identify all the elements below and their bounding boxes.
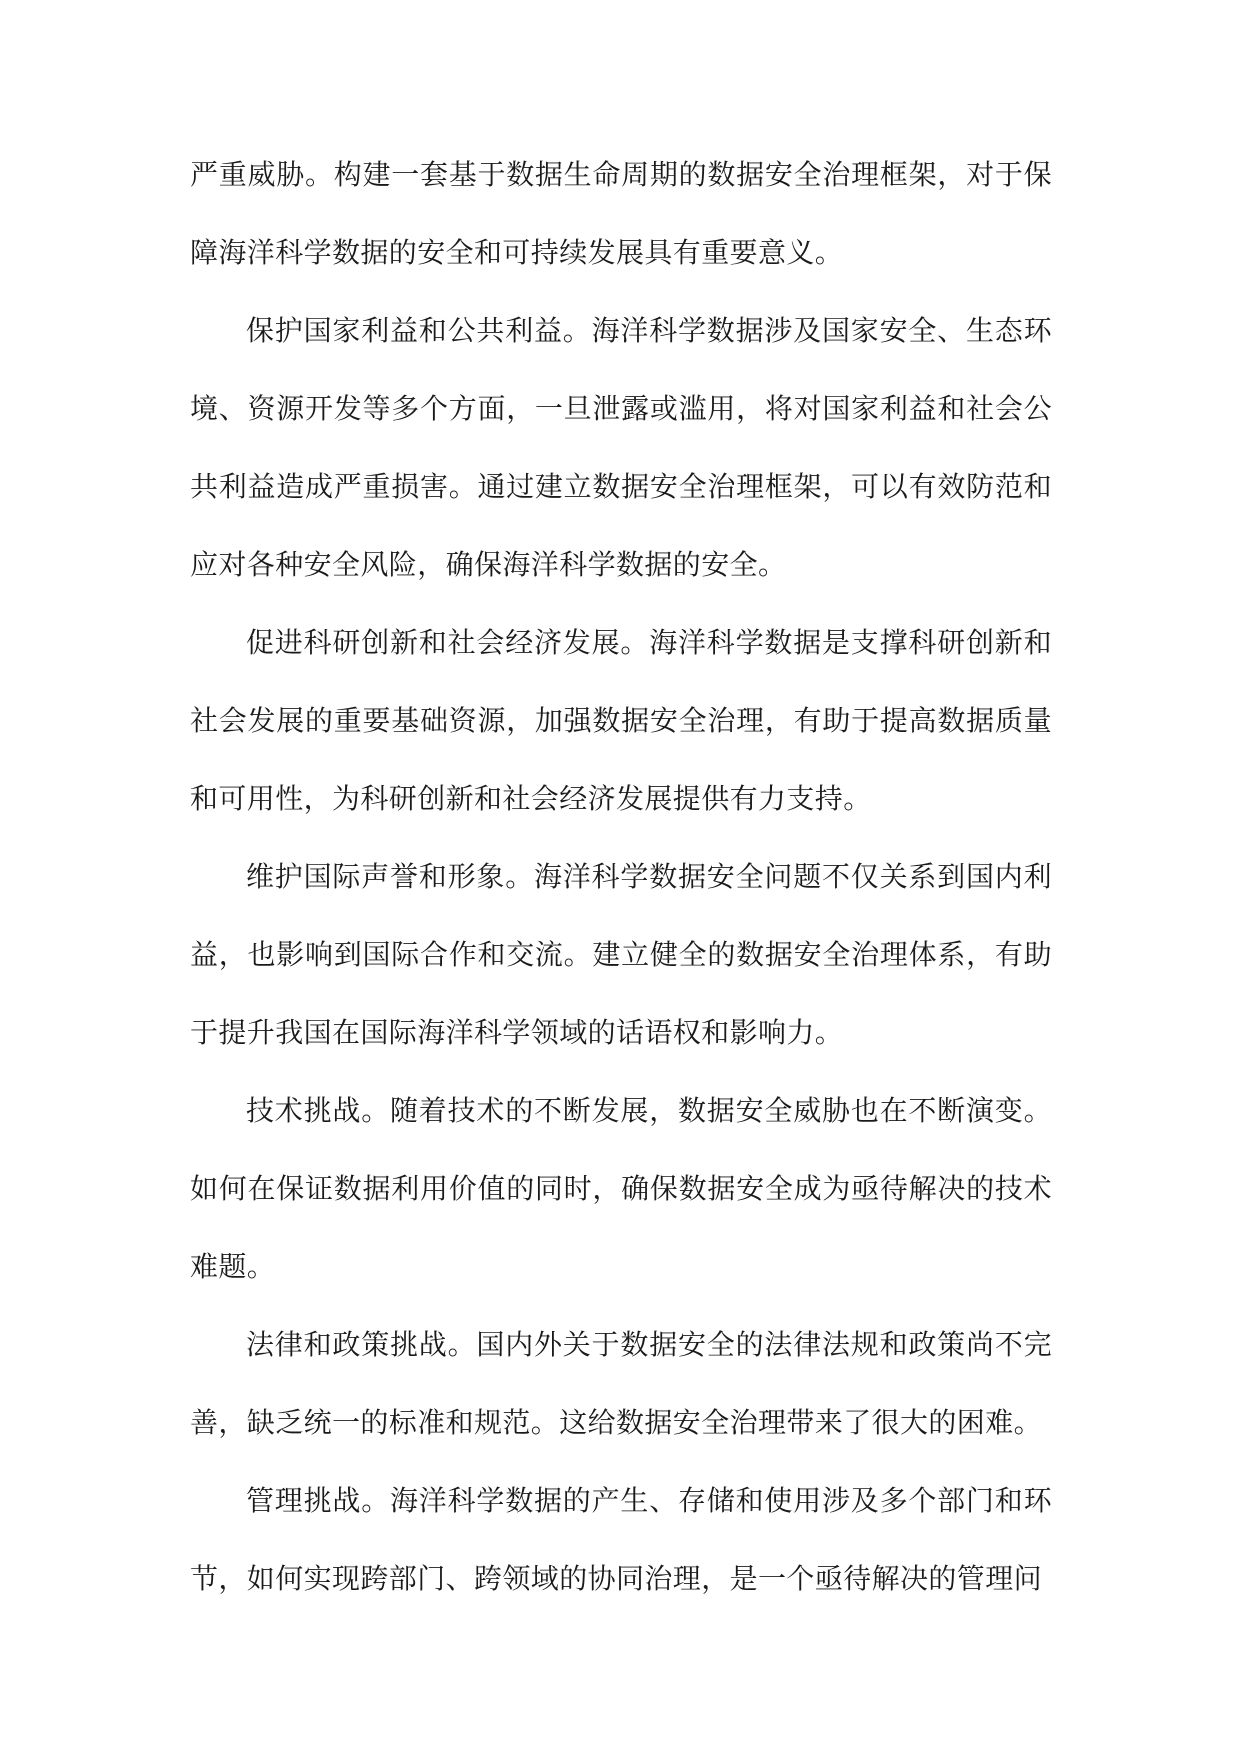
paragraph-continuation: 严重威胁。构建一套基于数据生命周期的数据安全治理框架，对于保障海洋科学数据的安全和可持续发展具有重要意义。 <box>190 158 1052 269</box>
paragraph-management-challenge: 管理挑战。海洋科学数据的产生、存储和使用涉及多个部门和环节，如何实现跨部门、跨领域的协同治理，是一个亟待解决的管理问 <box>190 1484 1052 1595</box>
paragraph-international-reputation: 维护国际声誉和形象。海洋科学数据安全问题不仅关系到国内利益，也影响到国际合作和交流。建立健全的数据安全治理体系，有助于提升我国在国际海洋科学领域的话语权和影响力。 <box>190 860 1052 1049</box>
paragraph-legal-policy-challenge: 法律和政策挑战。国内外关于数据安全的法律法规和政策尚不完善，缺乏统一的标准和规范。这给数据安全治理带来了很大的困难。 <box>190 1328 1052 1439</box>
paragraph-protect-national-interest: 保护国家利益和公共利益。海洋科学数据涉及国家安全、生态环境、资源开发等多个方面，一旦泄露或滥用，将对国家利益和社会公共利益造成严重损害。通过建立数据安全治理框架，可以有效防范和应对各种安全风险，确保海洋科学数据的安全。 <box>190 314 1052 581</box>
paragraph-technical-challenge: 技术挑战。随着技术的不断发展，数据安全威胁也在不断演变。如何在保证数据利用价值的同时，确保数据安全成为亟待解决的技术难题。 <box>190 1094 1052 1283</box>
document-body <box>190 136 1052 1618</box>
paragraph-promote-innovation: 促进科研创新和社会经济发展。海洋科学数据是支撑科研创新和社会发展的重要基础资源，加强数据安全治理，有助于提高数据质量和可用性，为科研创新和社会经济发展提供有力支持。 <box>190 626 1052 815</box>
